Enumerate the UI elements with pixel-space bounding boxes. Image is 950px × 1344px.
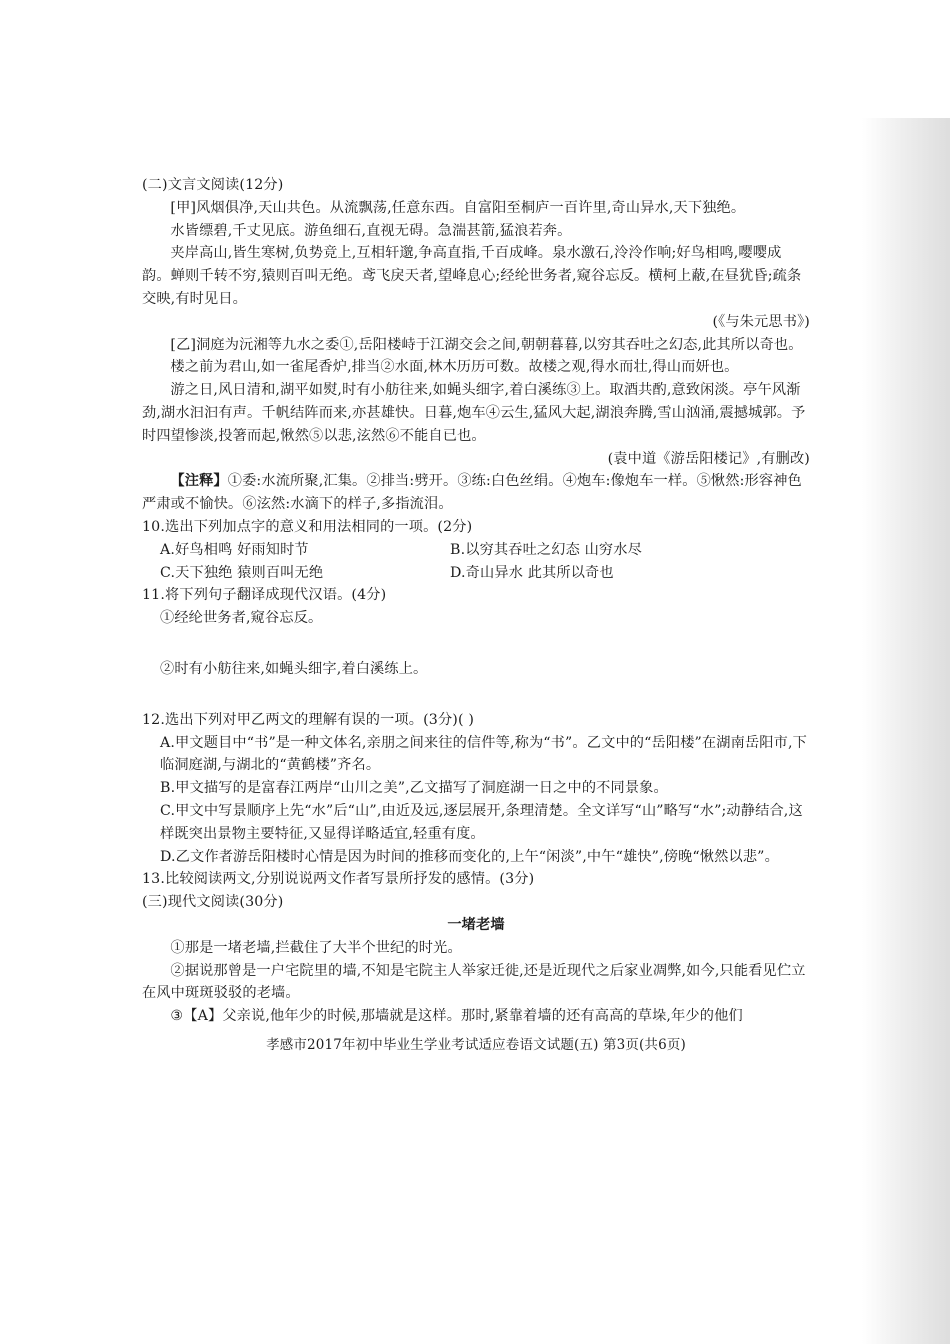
answer-space — [142, 630, 810, 658]
q10-option-a: A.好鸟相鸣 好雨知时节 — [160, 541, 309, 558]
article-paragraph-1: ①那是一堵老墙,拦截住了大半个世纪的时光。 — [170, 939, 462, 956]
yi-paragraph-3: 游之日,风日清和,湖平如熨,时有小舫往来,如蝇头细字,着白溪练③上。取酒共酌,意致闲淡。亭午风渐劲,湖水汩汩有声。千帆结阵而来,亦甚雄快。日暮,炮车④云生,猛风大起,湖浪奔腾,雪山汹涌,震撼城郭。予时四望惨淡,投箸而起,愀然⑤以悲,泫然⑥不能自已也。 — [142, 382, 806, 444]
q12-option-a: A.甲文题目中“书”是一种文体名,亲朋之间来往的信件等,称为“书”。乙文中的“岳阳楼”在湖南岳阳市,下临洞庭湖,与湖北的“黄鹤楼”齐名。 — [160, 734, 807, 774]
notes-text: ①委:水流所聚,汇集。②排当:劈开。③练:白色丝绢。④炮车:像炮车一样。⑤愀然:形容神色严肃或不愉快。⑥泫然:水滴下的样子,多指流泪。 — [142, 473, 802, 513]
jia-paragraph-2: 水皆缥碧,千丈见底。游鱼细石,直视无碍。急湍甚箭,猛浪若奔。 — [170, 222, 572, 239]
notes-label: 【注释】 — [170, 473, 228, 490]
page-footer: 孝感市2017年初中毕业生学业考试适应卷语文试题(五) 第3页(共6页) — [266, 1036, 686, 1053]
q10-stem: 10.选出下列加点字的意义和用法相同的一项。(2分) — [142, 518, 473, 535]
q12-option-c: C.甲文中写景顺序上先“水”后“山”,由近及远,逐层展开,条理清楚。全文详写“山”略写“水”;动静结合,这样既突出景物主要特征,又显得详略适宜,轻重有度。 — [160, 802, 803, 842]
q10-options-row-2 — [142, 562, 810, 585]
yi-source: (袁中道《游岳阳楼记》,有删改) — [607, 450, 810, 467]
yi-paragraph-1: [乙]洞庭为沅湘等九水之委①,岳阳楼峙于江湖交会之间,朝朝暮暮,以穷其吞吐之幻态,此其所以奇也。 — [170, 336, 803, 353]
notes — [142, 470, 810, 516]
q12-option-d: D.乙文作者游岳阳楼时心情是因为时间的推移而变化的,上午“闲淡”,中午“雄快”,傍晚“愀然以悲”。 — [160, 848, 779, 865]
jia-paragraph-3: 夹岸高山,皆生寒树,负势竞上,互相轩邈,争高直指,千百成峰。泉水激石,泠泠作响;好鸟相鸣,嘤嘤成韵。蝉则千转不穷,猿则百叫无绝。鸢飞戾天者,望峰息心;经纶世务者,窥谷忘反。横柯上蔽,在昼犹昏;疏条交映,有时见日。 — [142, 245, 802, 307]
jia-source: (《与朱元思书》) — [712, 313, 810, 330]
yi-paragraph-2: 楼之前为君山,如一雀尾香炉,排当②水面,林木历历可数。故楼之观,得水而壮,得山而妍也。 — [170, 359, 739, 376]
q10-option-d: D.奇山异水 此其所以奇也 — [450, 564, 614, 581]
q11-stem: 11.将下列句子翻译成现代汉语。(4分) — [142, 587, 387, 604]
q12-option-b: B.甲文描写的是富春江两岸“山川之美”,乙文描写了洞庭湖一日之中的不同景象。 — [160, 780, 668, 797]
q12-stem: 12.选出下列对甲乙两文的理解有误的一项。(3分)( ) — [142, 711, 475, 728]
article-paragraph-3: ③【A】父亲说,他年少的时候,那墙就是这样。那时,紧靠着墙的还有高高的草垛,年少的他们 — [170, 1008, 743, 1025]
q11-sentence-1: ①经纶世务者,窥谷忘反。 — [160, 610, 323, 627]
answer-space — [142, 681, 810, 709]
q10-option-b: B.以穷其吞吐之幻态 山穷水尽 — [450, 541, 642, 558]
q10-option-c: C.天下独绝 猿则百叫无绝 — [160, 564, 324, 581]
q13-stem: 13.比较阅读两文,分别说说两文作者写景所抒发的感情。(3分) — [142, 871, 535, 888]
exam-page — [142, 174, 810, 1057]
q10-options-row-1 — [142, 539, 810, 562]
scan-edge-shadow — [862, 118, 950, 1344]
article-title: 一堵老墙 — [447, 916, 505, 933]
article-paragraph-2: ②据说那曾是一户宅院里的墙,不知是宅院主人举家迁徙,还是近现代之后家业凋弊,如今,只能看见伫立在风中斑斑驳驳的老墙。 — [142, 962, 806, 1002]
q11-sentence-2: ②时有小舫往来,如蝇头细字,着白溪练上。 — [160, 660, 428, 677]
jia-paragraph-1: [甲]风烟俱净,天山共色。从流飘荡,任意东西。自富阳至桐庐一百许里,奇山异水,天下独绝。 — [170, 199, 746, 216]
section3-title: (三)现代文阅读(30分) — [142, 894, 284, 911]
section2-title: (二)文言文阅读(12分) — [142, 177, 284, 193]
